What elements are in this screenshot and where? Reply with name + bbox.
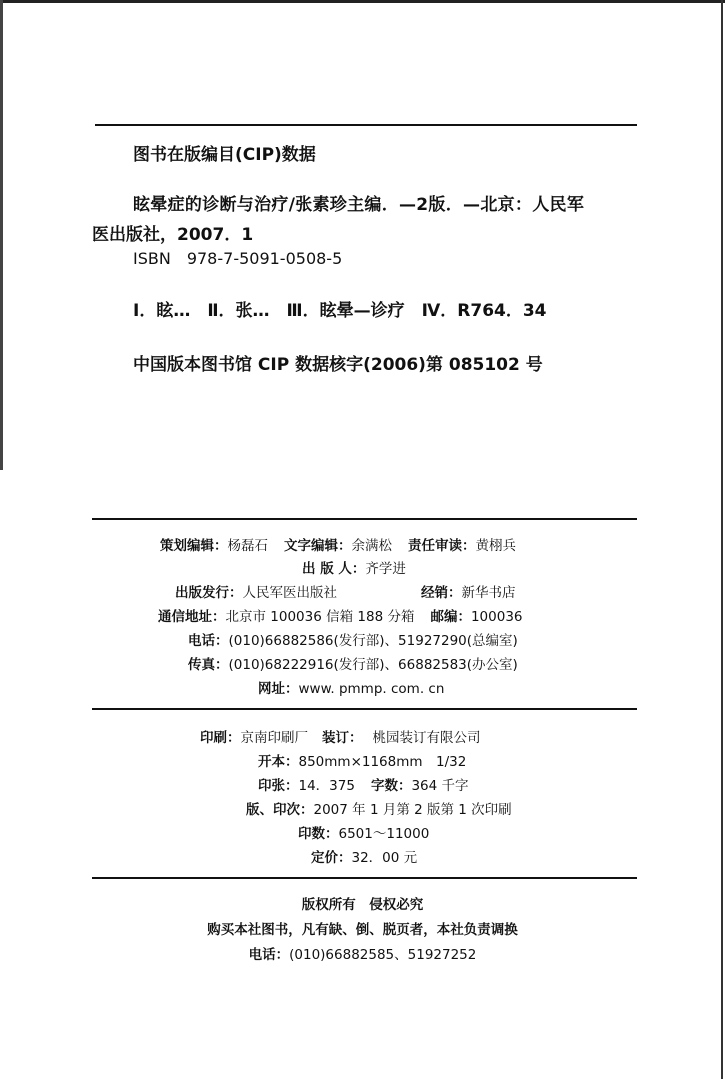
cip-classification: Ⅰ．眩… Ⅱ．张… Ⅲ．眩晕—诊疗 Ⅳ．R764．34	[133, 301, 547, 321]
address-line	[158, 605, 523, 625]
sheets-label: 印张：	[258, 778, 299, 794]
review-editor-label: 责任审读：	[408, 538, 476, 554]
binding-value: 桃园装订有限公司	[372, 730, 481, 746]
copyright-phone-line	[0, 943, 725, 963]
website-line	[258, 677, 444, 697]
distribution-value: 人民军医出版社	[242, 585, 337, 601]
cip-entry-line1: 眩晕症的诊断与治疗/张素珍主编．—2版．—北京：人民军	[133, 195, 585, 215]
copies-value: 6501～11000	[338, 826, 430, 842]
format-value: 850mm×1168mm 1/32	[298, 754, 467, 770]
price-label: 定价：	[311, 850, 352, 866]
copies-line	[298, 822, 429, 842]
printer-value: 京南印刷厂	[240, 730, 308, 746]
cip-isbn: ISBN 978-7-5091-0508-5	[133, 249, 343, 268]
dealer-label: 经销：	[421, 585, 462, 601]
editors-top-rule	[92, 518, 637, 520]
publisher-label: 出 版 人：	[302, 561, 366, 577]
postcode-label: 邮编：	[430, 609, 471, 625]
cip-title: 图书在版编目(CIP)数据	[133, 145, 316, 165]
fax-label: 传真：	[188, 657, 229, 673]
text-editor-name: 余满松	[351, 538, 392, 554]
dealer-value: 新华书店	[461, 585, 516, 601]
edition-value: 2007 年 1 月第 2 版第 1 次印刷	[313, 802, 512, 818]
publisher-line	[302, 557, 406, 577]
copyright-phone-value: (010)66882585、51927252	[289, 947, 477, 963]
words-value: 364 千字	[411, 778, 469, 794]
distribution-line	[175, 581, 516, 601]
copies-label: 印数：	[298, 826, 339, 842]
copyright-notice: 版权所有 侵权必究	[301, 897, 424, 913]
sheets-words-line	[258, 774, 469, 794]
printer-label: 印刷：	[200, 730, 241, 746]
phone-value: (010)66882586(发行部)、51927290(总编室)	[228, 633, 518, 649]
price-line	[311, 846, 417, 866]
address-value: 北京市 100036 信箱 188 分箱	[225, 609, 415, 625]
postcode-value: 100036	[470, 609, 523, 625]
sheets-value: 14．375	[298, 778, 355, 794]
publisher-name: 齐学进	[365, 561, 406, 577]
phone-label: 电话：	[188, 633, 229, 649]
copyright-phone-label: 电话：	[248, 947, 290, 963]
planning-editor-name: 杨磊石	[227, 538, 268, 554]
address-label: 通信地址：	[158, 609, 226, 625]
review-editor-name: 黄栩兵	[475, 538, 516, 554]
scan-border-left	[0, 0, 3, 470]
text-editor-label: 文字编辑：	[284, 538, 352, 554]
fax-value: (010)68222916(发行部)、66882583(办公室)	[228, 657, 518, 673]
cip-record-number: 中国版本图书馆 CIP 数据核字(2006)第 085102 号	[133, 355, 543, 375]
scan-border-top	[0, 0, 725, 3]
website-value: www. pmmp. com. cn	[298, 681, 445, 697]
fax-line	[188, 653, 518, 673]
cip-top-rule	[95, 124, 637, 126]
price-value: 32．00 元	[351, 850, 418, 866]
website-label: 网址：	[258, 681, 299, 697]
planning-editor-label: 策划编辑：	[160, 538, 228, 554]
format-label: 开本：	[258, 754, 299, 770]
printer-line	[200, 726, 481, 746]
edition-label: 版、印次：	[246, 802, 314, 818]
copyright-top-rule	[92, 877, 637, 879]
distribution-label: 出版发行：	[175, 585, 243, 601]
edition-line	[246, 798, 512, 818]
printing-top-rule	[92, 708, 637, 710]
binding-label: 装订：	[322, 730, 363, 746]
cip-entry-line2: 医出版社，2007．1	[92, 225, 254, 245]
words-label: 字数：	[370, 778, 412, 794]
exchange-notice: 购买本社图书，凡有缺、倒、脱页者，本社负责调换	[207, 922, 518, 938]
format-line	[258, 750, 466, 770]
editors-line	[160, 534, 516, 554]
phone-line	[188, 629, 518, 649]
